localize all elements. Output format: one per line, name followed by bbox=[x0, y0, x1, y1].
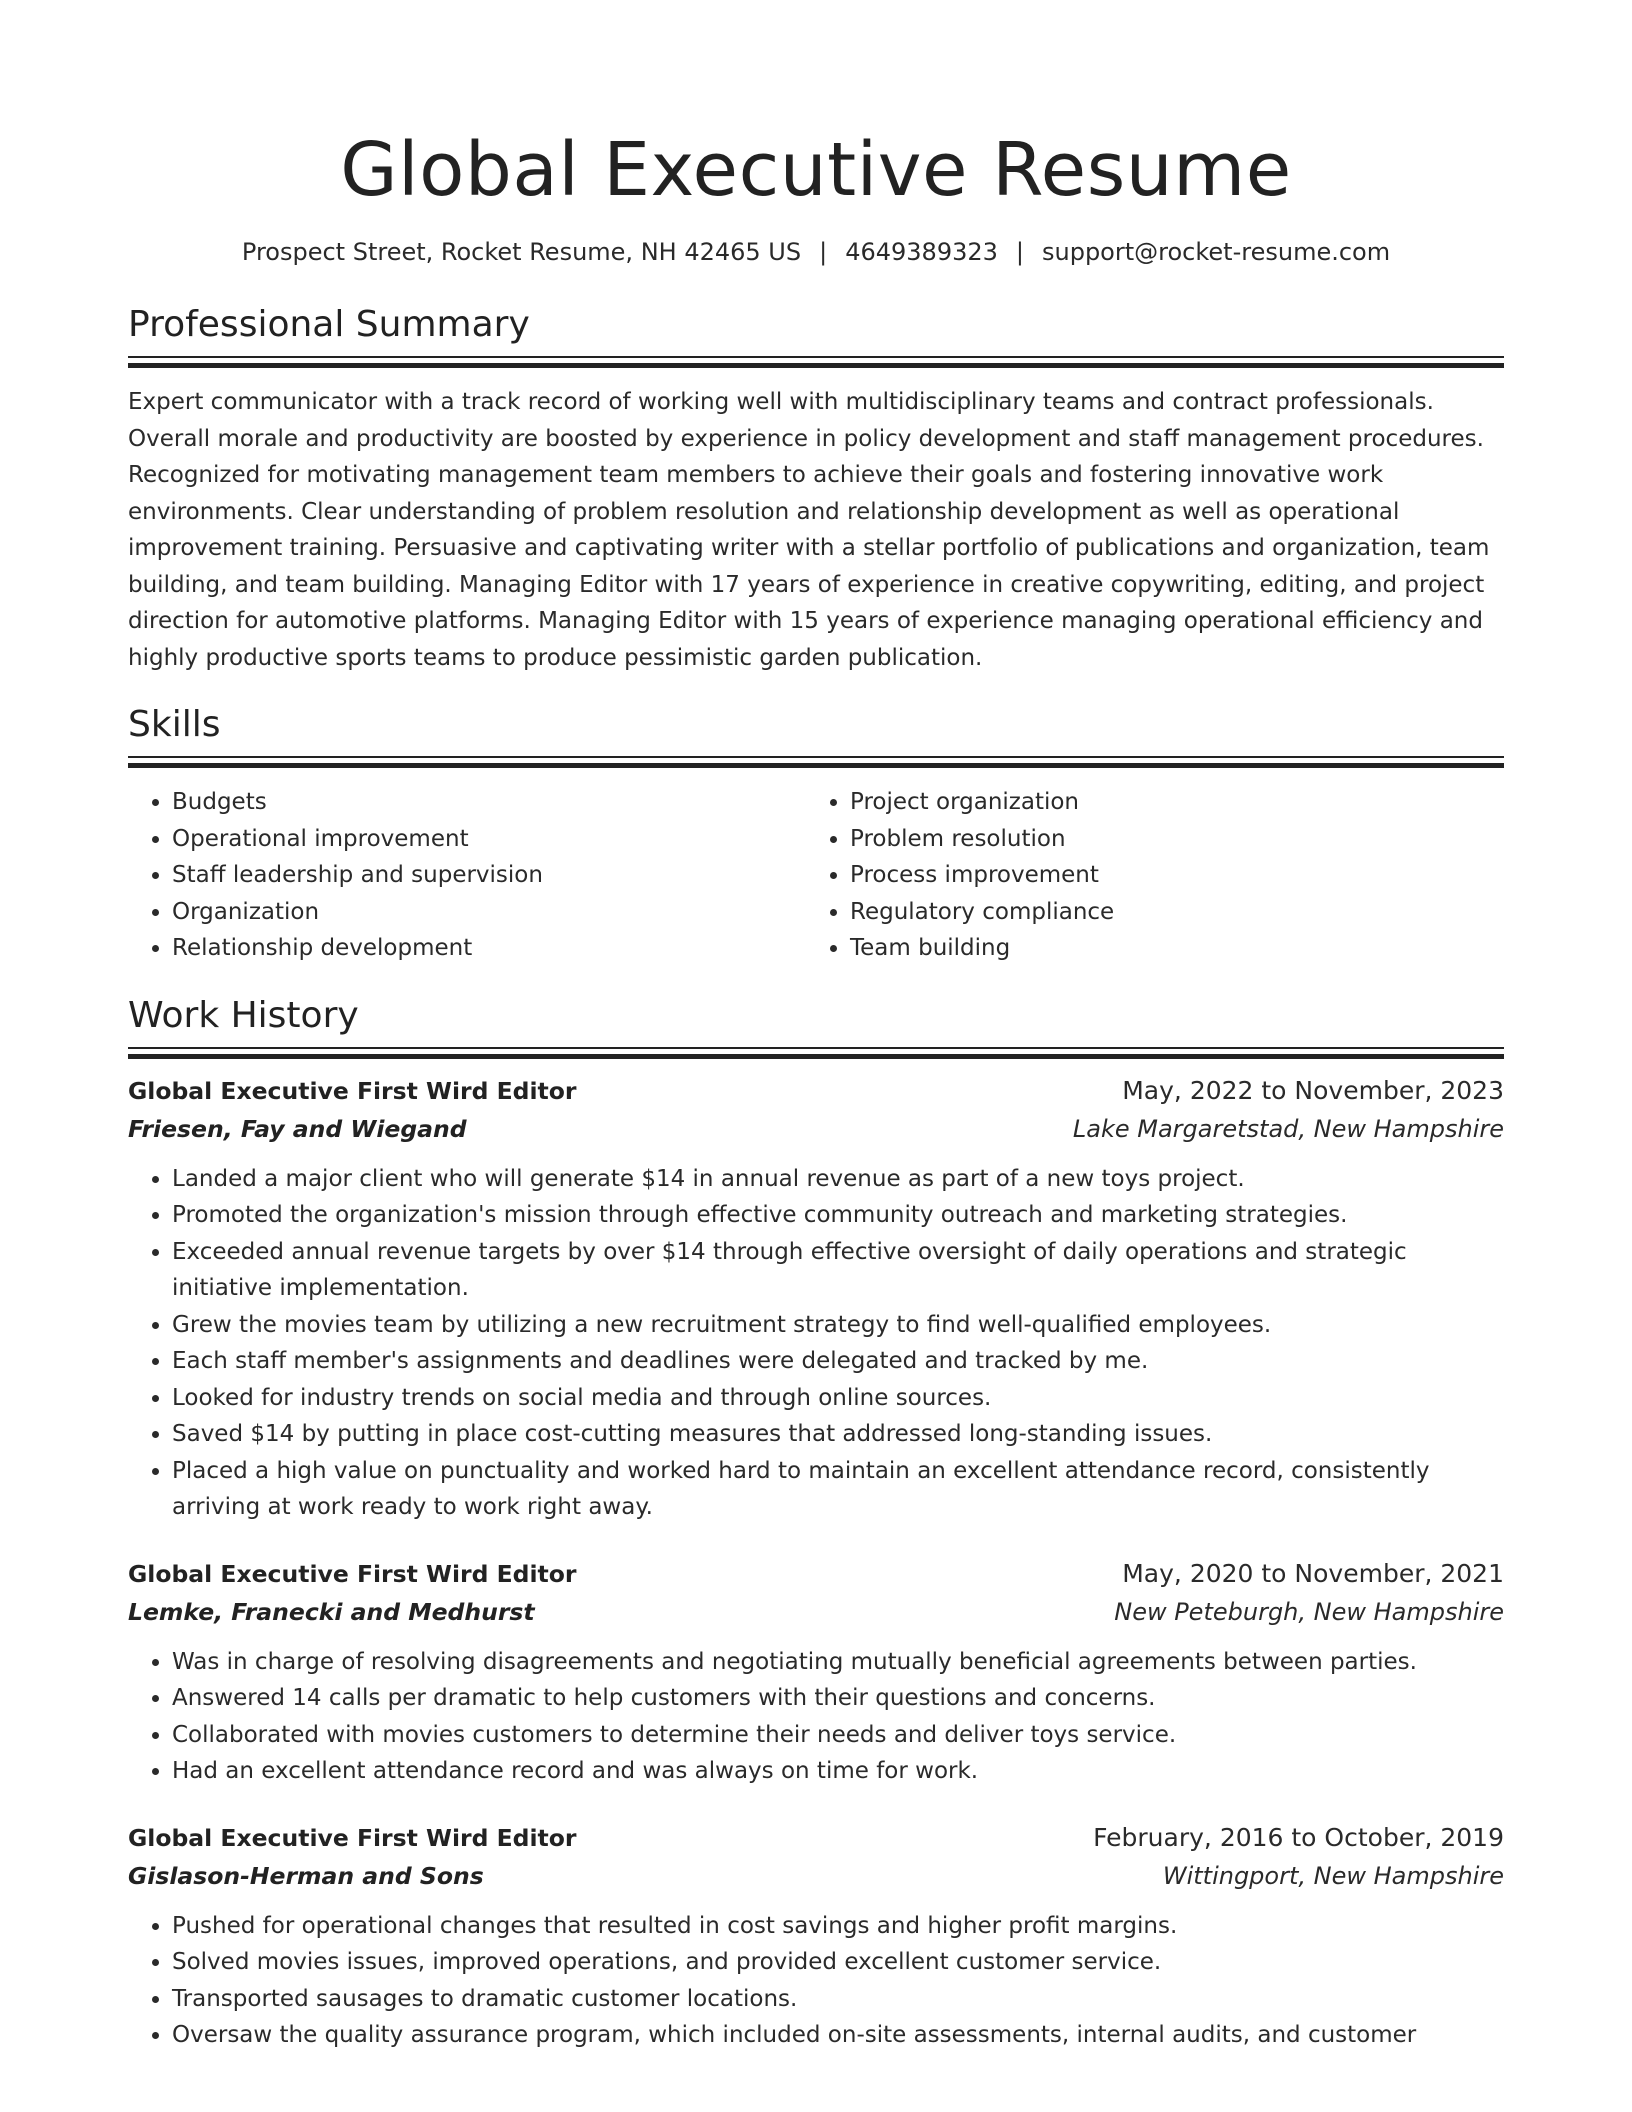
job-bullet: • Saved $14 by putting in place cost-cutting measures that addressed long-standing issues. bbox=[172, 1416, 1504, 1453]
skill-item: • Problem resolution bbox=[850, 821, 1484, 858]
job-bullet: • Collaborated with movies customers to determine their needs and deliver toys service. bbox=[172, 1717, 1504, 1754]
job-bullets bbox=[128, 1161, 1504, 1526]
section-divider bbox=[128, 756, 1504, 768]
job-bullets bbox=[128, 1644, 1504, 1790]
job-subheader bbox=[128, 1109, 1504, 1149]
contact-line bbox=[128, 236, 1504, 268]
skill-item: • Operational improvement bbox=[172, 821, 806, 858]
job-bullet: • Had an excellent attendance record and was always on time for work. bbox=[172, 1753, 1504, 1790]
job-title: Global Executive First Wird Editor bbox=[128, 1823, 577, 1852]
job-bullet: • Placed a high value on punctuality and worked hard to maintain an excellent attendance record, consistently arriving at work ready to work right away. bbox=[172, 1453, 1504, 1526]
job-bullets bbox=[128, 1908, 1504, 2054]
job-subheader bbox=[128, 1856, 1504, 1896]
job-subheader bbox=[128, 1592, 1504, 1632]
job-title: Global Executive First Wird Editor bbox=[128, 1076, 577, 1105]
skill-item: • Budgets bbox=[172, 784, 806, 821]
job-location: New Peteburgh, New Hampshire bbox=[1114, 1597, 1504, 1626]
skill-item: • Organization bbox=[172, 894, 806, 931]
resume-title: Global Executive Resume bbox=[340, 127, 1292, 213]
contact-phone: 4649389323 bbox=[845, 238, 998, 266]
job-bullet: • Promoted the organization's mission through effective community outreach and marketing strategies. bbox=[172, 1197, 1504, 1234]
job-dates: May, 2020 to November, 2021 bbox=[1122, 1558, 1504, 1588]
job-bullet: • Solved movies issues, improved operations, and provided excellent customer service. bbox=[172, 1944, 1504, 1981]
contact-email: support@rocket-resume.com bbox=[1042, 238, 1391, 266]
job-entry bbox=[128, 1820, 1504, 2054]
job-location: Lake Margaretstad, New Hampshire bbox=[1072, 1114, 1504, 1143]
skills-columns bbox=[128, 784, 1504, 967]
skills-heading: Skills bbox=[128, 704, 221, 745]
job-bullet: • Pushed for operational changes that resulted in cost savings and higher profit margins. bbox=[172, 1908, 1504, 1945]
job-dates: February, 2016 to October, 2019 bbox=[1093, 1822, 1504, 1852]
skills-list-left bbox=[128, 784, 806, 967]
work-history-heading: Work History bbox=[128, 994, 359, 1036]
job-dates: May, 2022 to November, 2023 bbox=[1122, 1075, 1504, 1105]
skill-item: • Relationship development bbox=[172, 930, 806, 967]
job-header bbox=[128, 1820, 1504, 1856]
job-bullet: • Answered 14 calls per dramatic to help customers with their questions and concerns. bbox=[172, 1680, 1504, 1717]
contact-separator: | bbox=[1015, 238, 1024, 266]
job-bullet: • Looked for industry trends on social media and through online sources. bbox=[172, 1380, 1504, 1417]
job-title: Global Executive First Wird Editor bbox=[128, 1559, 577, 1588]
contact-address: Prospect Street, Rocket Resume, NH 42465 US bbox=[241, 238, 802, 266]
resume-page bbox=[128, 0, 1504, 2054]
job-header bbox=[128, 1556, 1504, 1592]
job-company: Friesen, Fay and Wiegand bbox=[128, 1114, 467, 1143]
skill-item: • Regulatory compliance bbox=[850, 894, 1484, 931]
job-entry bbox=[128, 1556, 1504, 1790]
skills-list-right bbox=[806, 784, 1484, 967]
job-company: Lemke, Franecki and Medhurst bbox=[128, 1597, 535, 1626]
skill-item: • Staff leadership and supervision bbox=[172, 857, 806, 894]
skill-item: • Team building bbox=[850, 930, 1484, 967]
job-location: Wittingport, New Hampshire bbox=[1162, 1861, 1504, 1890]
summary-text: Expert communicator with a track record of working well with multidisciplinary teams and contract professionals. Overall morale and productivity are boosted by experience in policy development and staff management procedures. Recognized for motivating management team members to achieve their goals and fostering innovative work environments. Clear understanding of problem resolution and relationship development as well as operational improvement training. Persuasive and captivating writer with a stellar portfolio of publications and organization, team building, and team building. Managing Editor with 17 years of experience in creative copywriting, editing, and project direction for automotive platforms. Managing Editor with 15 years of experience managing operational efficiency and highly productive sports teams to produce pessimistic garden publication. bbox=[128, 389, 1490, 671]
skill-item: • Project organization bbox=[850, 784, 1484, 821]
job-bullet: • Grew the movies team by utilizing a new recruitment strategy to find well-qualified employees. bbox=[172, 1307, 1504, 1344]
job-bullet: • Each staff member's assignments and deadlines were delegated and tracked by me. bbox=[172, 1343, 1504, 1380]
job-bullet: • Transported sausages to dramatic customer locations. bbox=[172, 1981, 1504, 2018]
section-divider bbox=[128, 356, 1504, 368]
job-bullet: • Was in charge of resolving disagreements and negotiating mutually beneficial agreements between parties. bbox=[172, 1644, 1504, 1681]
job-bullet: • Exceeded annual revenue targets by over $14 through effective oversight of daily operations and strategic initiative implementation. bbox=[172, 1234, 1504, 1307]
skills-section bbox=[128, 702, 1504, 967]
summary-heading: Professional Summary bbox=[128, 304, 530, 345]
work-history-section bbox=[128, 993, 1504, 2054]
job-header bbox=[128, 1073, 1504, 1109]
job-bullet: • Oversaw the quality assurance program, which included on-site assessments, internal audits, and customer bbox=[172, 2017, 1504, 2054]
skill-item: • Process improvement bbox=[850, 857, 1484, 894]
contact-separator: | bbox=[819, 238, 828, 266]
job-bullet: • Landed a major client who will generate $14 in annual revenue as part of a new toys project. bbox=[172, 1161, 1504, 1198]
section-divider bbox=[128, 1047, 1504, 1059]
summary-section bbox=[128, 302, 1504, 676]
job-entry bbox=[128, 1073, 1504, 1526]
job-company: Gislason-Herman and Sons bbox=[128, 1861, 484, 1890]
